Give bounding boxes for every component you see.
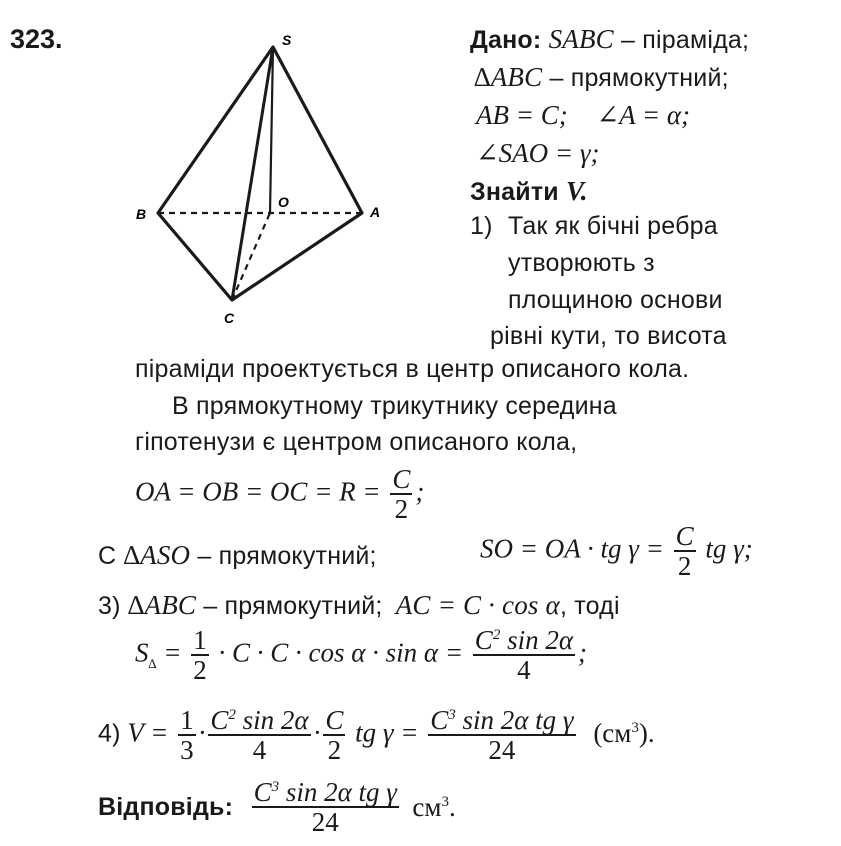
step4-frac-result [428,706,575,765]
step2-frac-num: C [675,521,694,551]
given-pyramid-text: – піраміда; [621,26,750,54]
area-formula [135,626,587,685]
area-half-num: 1 [193,625,207,655]
area-sub: ∆ [148,655,157,671]
answer-num: $C^3$ sin 2α tg γ [253,777,397,807]
area-mid: · C · C · cos α · sin α = [218,637,464,668]
area-result [473,626,575,685]
step4-f3-num: C [325,705,344,735]
pyramid-figure [0,0,400,340]
step4-frac-third [178,706,196,765]
given-pyramid: SABC [548,24,614,54]
area-result-num: $C^2$ sin 2α [474,625,573,655]
step2-line [98,540,377,571]
area-end: ; [578,637,587,668]
find-label: Знайти [470,178,559,206]
answer-den: 24 [311,807,339,838]
step2-text: – прямокутний; [197,542,377,570]
given-line-3 [476,100,690,131]
given-line-4: ∠SAO = γ; [476,138,600,168]
step1-line-4: рівні кути, то висота [490,322,727,350]
step1-continuation: піраміди проектується в центр описаного кола. [135,355,690,383]
step1-line-3: площиною основи [508,286,723,314]
label-o: O [278,194,289,210]
pyramid-outline [158,47,362,300]
given-label: Дано: [470,26,542,54]
step2-equation [480,522,753,581]
given-line-1 [470,24,749,55]
step4-f4-num: $C^3$ sin 2α tg γ [430,705,574,735]
answer-label: Відповідь: [98,792,234,821]
step3-text: – прямокутний; [203,592,383,620]
step1-num: 1) [470,212,493,240]
step1-line-2: утворюють з [508,249,655,277]
label-b: B [136,206,147,222]
area-result-den: 4 [517,655,531,686]
step3-line [98,590,620,621]
step2-frac-den: 2 [677,551,692,582]
step4-num: 4) [98,719,121,748]
step2-tail: tg γ; [705,533,753,564]
area-eq: = [163,637,182,668]
step3-num: 3) [98,592,121,620]
find-value: V. [566,176,588,206]
eq1-num: C [392,464,411,494]
problem-number: 323. [10,24,63,54]
step4-f1-den: 3 [180,735,194,766]
equation-radius [135,465,424,524]
eq1-lhs: OA = OB = OC = R = [135,476,381,507]
step4-mid: tg γ = [355,717,419,748]
step2-lhs: SO = OA · tg γ = [480,533,664,564]
step1-line-1: Так як бічні ребра [508,212,718,240]
step2-num: C [98,542,117,570]
given-angle-a: ∠A = α; [596,100,690,130]
area-half [191,626,209,685]
step4-f3-den: 2 [327,735,342,766]
step3-triangle: ∆ABC [127,590,197,620]
step3-then: , тоді [559,592,620,620]
answer-unit: $см^3$. [412,791,456,822]
step4-frac-half [323,706,345,765]
step4-frac-area [208,706,310,765]
find-line [470,176,588,207]
answer-line [98,778,456,837]
label-a: A [370,204,381,220]
given-triangle: ∆ABC [474,62,543,92]
eq1-fraction [390,465,412,524]
paragraph-line-2: гіпотенузи є центром описаного кола, [135,428,578,456]
step4-unit: $(см^3)$. [593,717,655,748]
answer-fraction [252,778,399,837]
area-half-den: 2 [193,655,207,686]
step4-f2-den: 4 [252,735,267,766]
step3-equation: AC = C · cos α [395,590,560,620]
eq1-den: 2 [394,494,409,525]
step4-f4-den: 24 [488,735,516,766]
edge-sc [232,47,273,300]
step4-f1-num: 1 [180,705,194,735]
paragraph-line-1: В прямокутному трикутнику середина [172,392,617,420]
volume-formula: 4) V = $\frac{1}{3}$ · $\frac{C^2 \sin 2\alpha}{4}$ · $\frac{C}{2}$ tg γ = $\frac{C^3 \sin 2\alpha tg \gamma}{24}$ $(см^3)$. [98,705,655,766]
step4-lhs: V = [127,717,169,748]
step2-fraction [674,522,696,581]
given-line-2 [474,62,729,93]
step4-f2-num: $C^2$ sin 2α [210,705,309,735]
area-s: S [135,637,149,668]
eq1-end: ; [415,476,425,507]
step2-triangle: ∆ASO [123,540,191,570]
label-s: S [282,32,292,48]
given-triangle-text: – прямокутний; [549,64,729,92]
given-ab: AB = C; [476,100,568,130]
label-c: C [224,310,235,326]
